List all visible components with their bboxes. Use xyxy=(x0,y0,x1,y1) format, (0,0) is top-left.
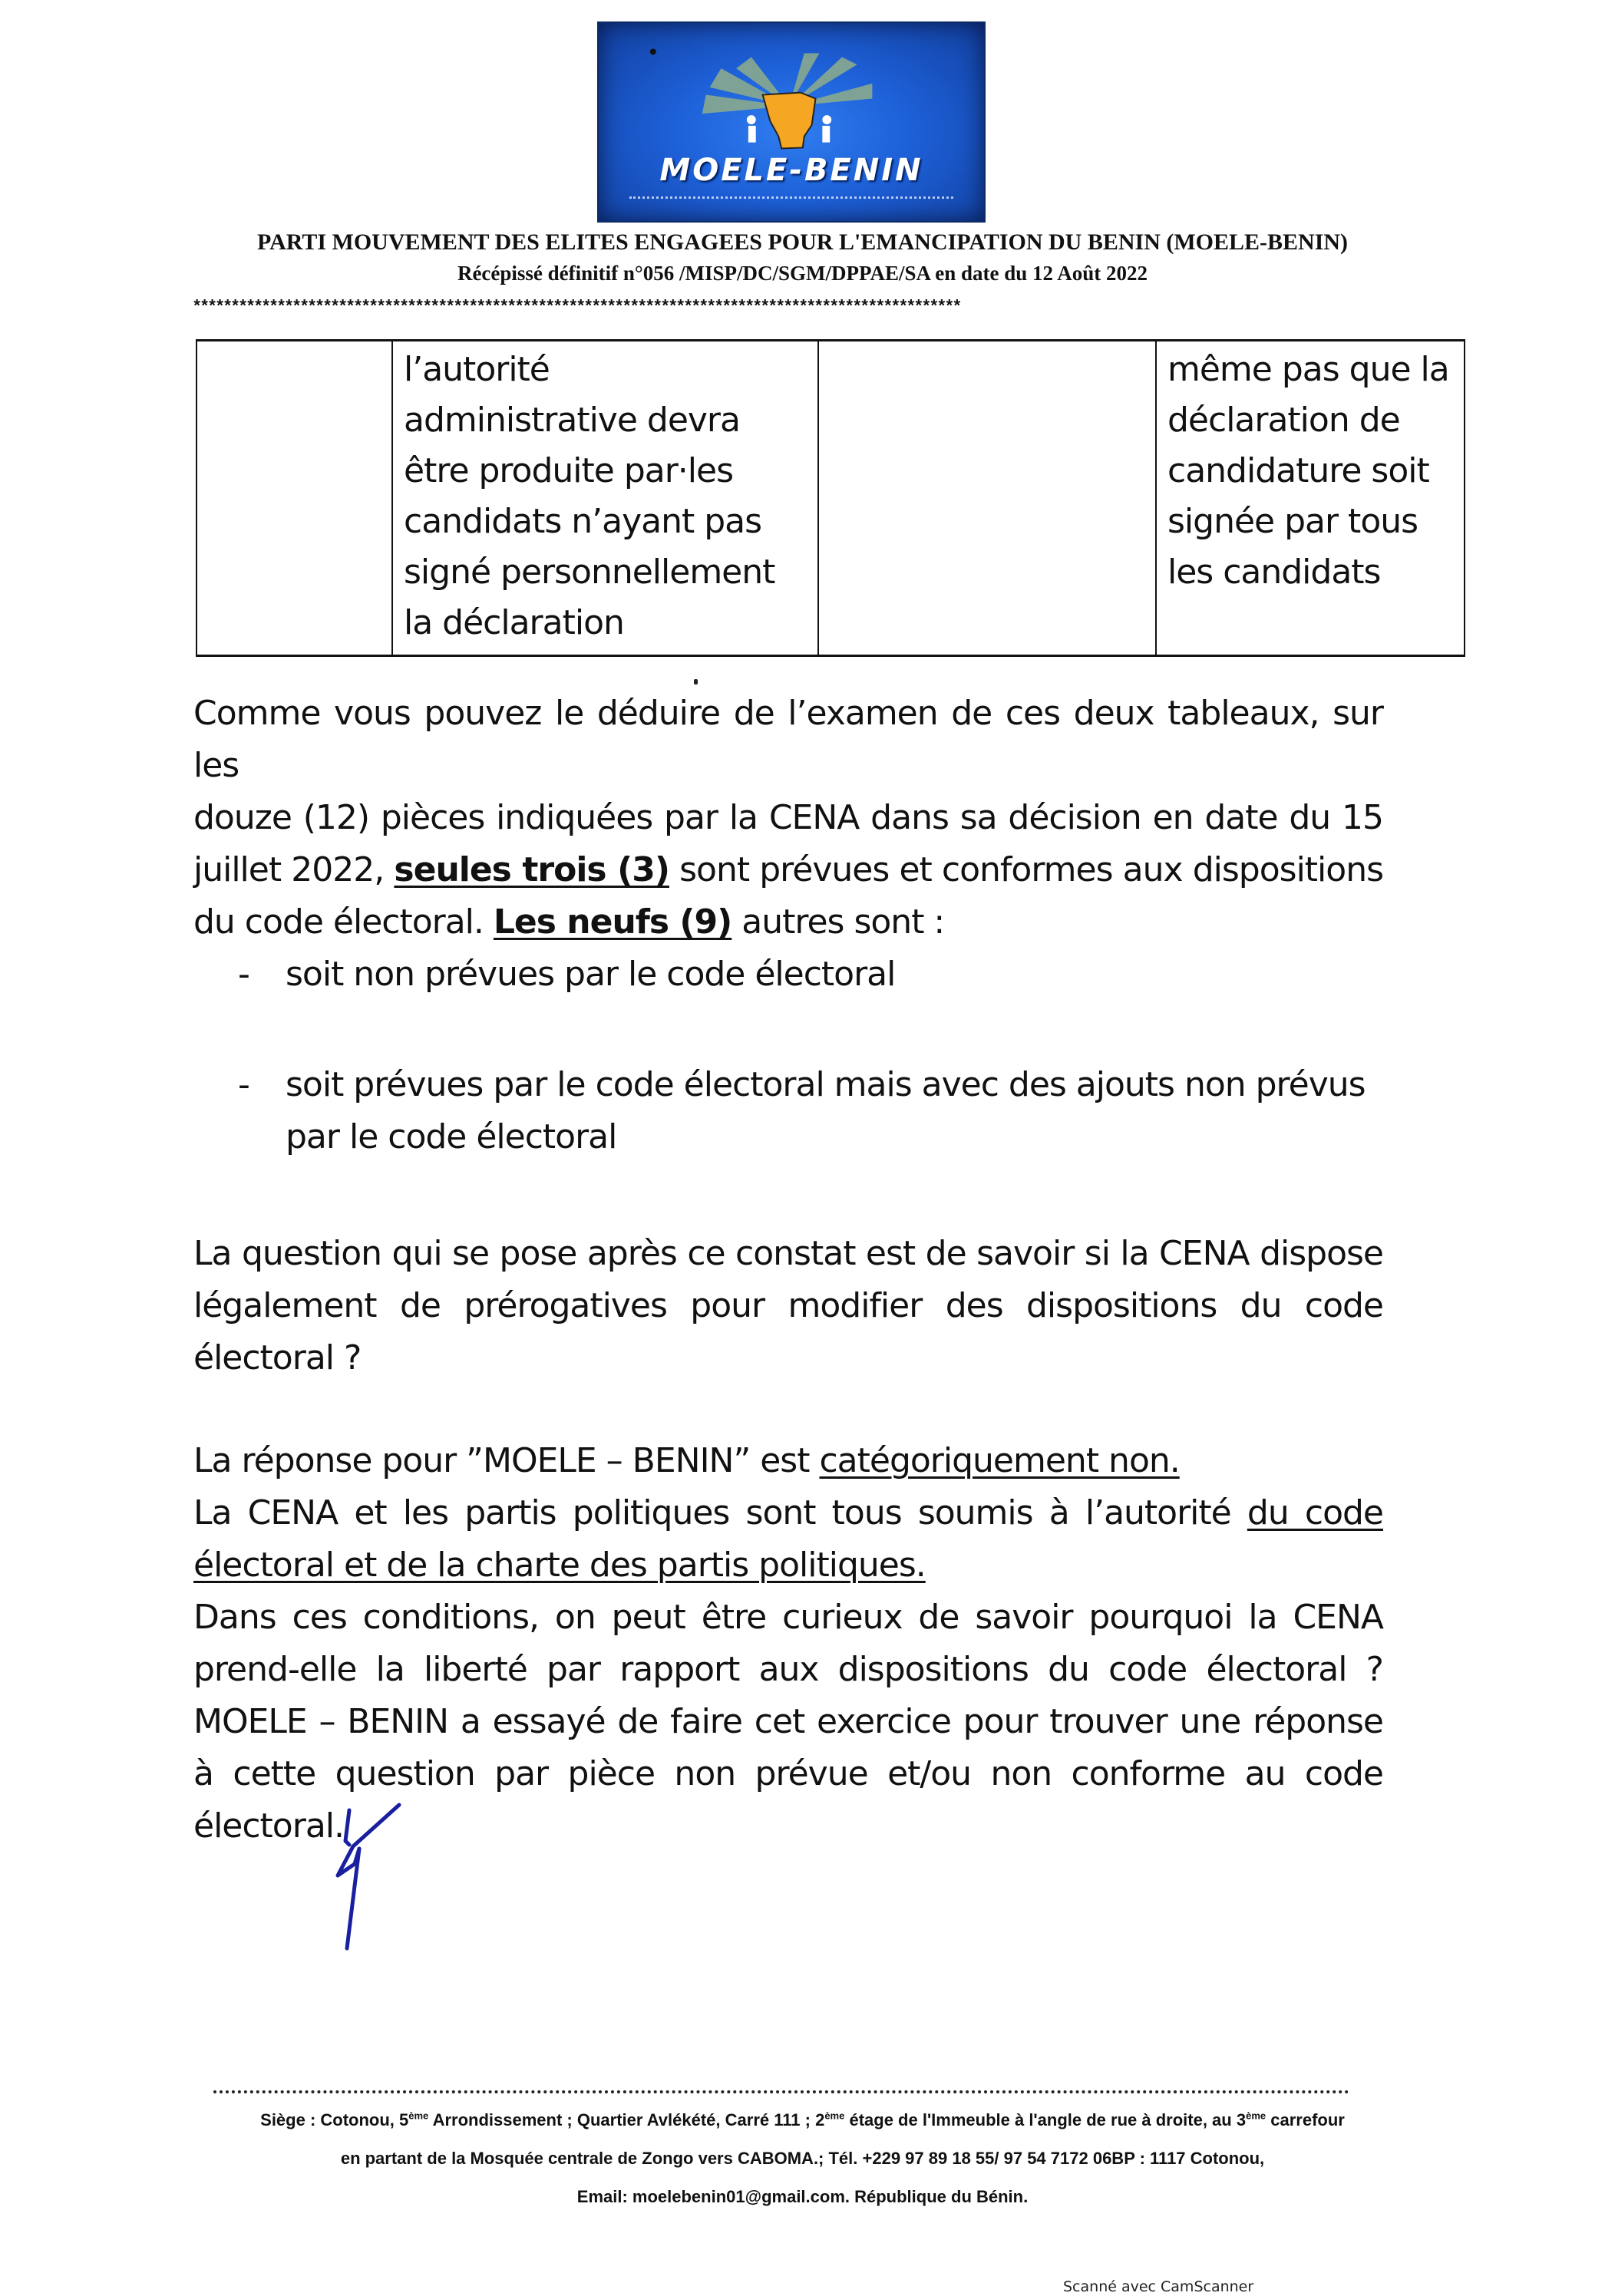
requirements-table xyxy=(196,339,1465,657)
text-run: étage de l'Immeuble à l'angle de rue à droite, au 3 xyxy=(844,2110,1247,2129)
text-run: juillet 2022, xyxy=(193,850,395,889)
emphasis-les-neufs: Les neufs (9) xyxy=(493,902,732,942)
paragraph-line: Comme vous pouvez le déduire de l’examen de ces deux tableaux, sur les xyxy=(193,694,1383,785)
paragraph-line: électoral. xyxy=(193,1806,344,1846)
cell-text-line: être produite par·les xyxy=(404,451,734,490)
cell-text-line: même pas que la xyxy=(1167,350,1449,389)
bullet-line: par le code électoral xyxy=(286,1117,617,1156)
footer-dotted-separator xyxy=(213,2090,1349,2098)
logo-emblem-icon xyxy=(599,23,984,221)
logo-text: MOELE-BENIN xyxy=(659,153,923,188)
handwritten-signature xyxy=(322,1799,445,1968)
paragraph-line xyxy=(193,896,1383,948)
table-cell-col3 xyxy=(818,341,1156,656)
text-run: carrefour xyxy=(1266,2110,1345,2129)
text-run: Arrondissement ; Quartier Avlékété, Carré 111 ; 2 xyxy=(428,2110,825,2129)
receipt-line: Récépissé définitif n°056 /MISP/DC/SGM/DPPAE/SA en date du 12 Août 2022 xyxy=(457,262,1148,285)
cell-text-line: les candidats xyxy=(1167,553,1381,592)
signature-area xyxy=(193,1852,1383,1960)
spacer xyxy=(193,1001,1383,1059)
bullet-text xyxy=(286,948,1383,1001)
bullet-marker: - xyxy=(238,955,249,994)
table-cell-col1 xyxy=(196,341,392,656)
paragraph-line: MOELE – BENIN a essayé de faire cet exercice pour trouver une réponse xyxy=(193,1702,1383,1741)
text-run: La réponse pour ”MOELE – BENIN” est xyxy=(193,1441,820,1480)
paragraph-conclusion xyxy=(193,688,1383,948)
footer-address-line2: en partant de la Mosquée centrale de Zongo vers CABOMA.; Tél. +229 97 89 18 55/ 97 54 7172 06BP : 1117 Cotonou, xyxy=(340,2149,1265,2168)
paragraph-line xyxy=(193,1435,1383,1487)
cell-text-line: candidature soit xyxy=(1167,451,1429,490)
table-cell-col4 xyxy=(1156,341,1465,656)
star-separator: **************************************************************************************************** xyxy=(192,298,960,317)
cell-text-line: signé personnellement xyxy=(404,553,775,592)
paragraph-line: à cette question par pièce non prévue et/ou non conforme au code xyxy=(193,1754,1383,1793)
bullet-marker: - xyxy=(238,1065,249,1104)
table-row xyxy=(196,341,1465,656)
footer-address-line1 xyxy=(150,2109,1455,2132)
underlined-categoriquement-non: catégoriquement non. xyxy=(819,1441,1180,1480)
table-cell-col2 xyxy=(392,341,818,656)
bullet-list xyxy=(193,948,1383,1163)
paragraph-line: électoral ? xyxy=(193,1338,362,1377)
text-run: autres sont : xyxy=(731,902,945,942)
paragraph-line: douze (12) pièces indiquées par la CENA dans sa décision en date du 15 xyxy=(193,798,1383,837)
paragraph-line: La question qui se pose après ce constat est de savoir si la CENA dispose xyxy=(193,1234,1383,1273)
superscript: ème xyxy=(1246,2110,1266,2122)
paragraph-line xyxy=(193,1487,1383,1539)
text-run: sont prévues et conformes aux dispositions xyxy=(669,850,1384,889)
body-content xyxy=(193,688,1383,1960)
bullet-line: soit non prévues par le code électoral xyxy=(286,955,896,994)
bullet-item xyxy=(193,1059,1383,1163)
footer-email-line: Email: moelebenin01@gmail.com. République du Bénin. xyxy=(576,2187,1029,2206)
party-name-heading: PARTI MOUVEMENT DES ELITES ENGAGEES POUR L'EMANCIPATION DU BENIN (MOELE-BENIN) xyxy=(256,229,1349,255)
emphasis-seules-trois: seules trois (3) xyxy=(394,850,669,889)
paragraph-question xyxy=(193,1228,1383,1384)
text-run: Siège : Cotonou, 5 xyxy=(260,2110,409,2129)
page-footer xyxy=(0,2090,1605,2296)
cell-text-line: l’autorité xyxy=(404,350,550,389)
bullet-text xyxy=(286,1059,1383,1163)
cell-text-line: signée par tous xyxy=(1167,502,1418,541)
paragraph-line: Dans ces conditions, on peut être curieux de savoir pourquoi la CENA xyxy=(193,1598,1383,1637)
paragraph-answer xyxy=(193,1435,1383,1852)
cell-text-line: candidats n’ayant pas xyxy=(404,502,762,541)
paragraph-line: prend-elle la liberté par rapport aux dispositions du code électoral ? xyxy=(193,1650,1383,1689)
text-run: La CENA et les partis politiques sont tous soumis à l’autorité xyxy=(193,1493,1247,1532)
text-run: du code électoral. xyxy=(193,902,494,942)
superscript: ème xyxy=(824,2110,845,2122)
scan-speck xyxy=(694,679,698,685)
paragraph-line xyxy=(193,1539,1383,1592)
cell-text-line: la déclaration xyxy=(404,603,624,642)
underlined-du-code: du code xyxy=(1247,1493,1383,1532)
cell-text-line: administrative devra xyxy=(404,401,740,440)
superscript: ème xyxy=(408,2110,429,2122)
logo-subtitle-line xyxy=(629,196,953,202)
spacer xyxy=(193,1384,1383,1435)
spacer xyxy=(193,1163,1383,1228)
underlined-code-electoral-charte: électoral et de la charte des partis politiques. xyxy=(193,1546,926,1585)
paragraph-line xyxy=(193,844,1383,896)
bullet-line: soit prévues par le code électoral mais avec des ajouts non prévus xyxy=(286,1065,1366,1104)
party-logo xyxy=(597,21,986,223)
cell-text-line: déclaration de xyxy=(1167,401,1400,440)
bullet-item xyxy=(193,948,1383,1001)
camscanner-watermark: Scanné avec CamScanner xyxy=(1063,2278,1254,2295)
paragraph-line: légalement de prérogatives pour modifier des dispositions du code xyxy=(193,1286,1383,1325)
